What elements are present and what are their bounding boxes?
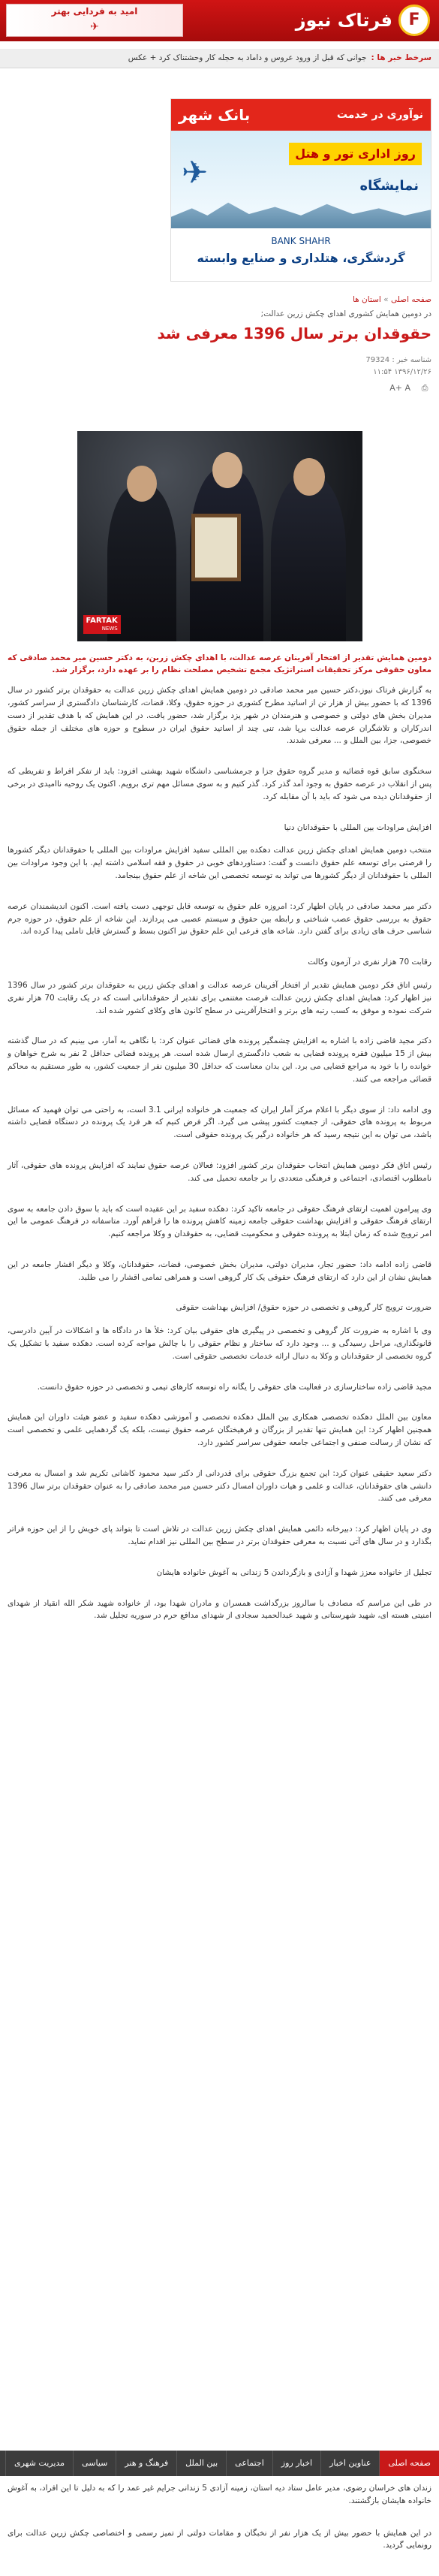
- ad-image-area: [171, 131, 431, 228]
- nav-item[interactable]: عناوین اخبار: [320, 2451, 379, 2476]
- bottom-text: [8, 2482, 431, 2571]
- body-paragraph: وی ادامه داد: از سوی دیگر با اعلام مرکز آمار ایران که جمعیت هر خانواده ایرانی 3.1 است، به راحتی می توان فهمید که مسائل مربوط به پرونده های حقوقی، از جمعیت کشور پیشی می گیرد. اگر فرض کنیم که هر فرد یک پرونده در دستگاه قضایی داشته باشد، می توان به این نتیجه رسید که هر خانواده درگیر یک پرونده حقوقی است.: [8, 1105, 431, 1140]
- site-name: فرتاک نیوز: [295, 9, 392, 31]
- body-paragraph: دکتر سعید حقیقی عنوان کرد: این تجمع بزرگ حقوقی برای قدردانی از دکتر سید محمود کاشانی تکریم شد و امسال به معرفت دانشی های حقوقدانان، عدالت و علمی و هیات داوران امسال دکتر حسین میر محمد صادقی را به عنوان حقوقدان برتر سال 1396 معرفی می کنند.: [8, 1468, 431, 1504]
- body-paragraph: وی پیرامون اهمیت ارتقای فرهنگ حقوقی در جامعه تاکید کرد: دهکده سفید بر این عقیده است که باید با سوق دادن جامعه به سوی ارتقای فرهنگ حقوقی و افزایش بهداشت حقوقی جامعه زمینه کاهش پرونده ها را فراهم آورد. متاسفانه در فرهنگ عمومی ما این امر ترویج شده که زمان ابتلا به پرونده حقوقی و محکومیت قضایی، به حقوقدان و وکلا مراجعه کنیم.: [8, 1204, 431, 1239]
- section-subheading: افزایش مراودات بین المللی با حقوقدانان دنیا: [284, 822, 431, 832]
- ad-bank-name: بانک شهر: [179, 106, 251, 124]
- ticker-label: سرخط خبر ها :: [371, 53, 431, 63]
- nav-item[interactable]: اجتماعی: [226, 2451, 272, 2476]
- body-paragraph: به گزارش فرتاک نیوز،دکتر حسین میر محمد صادقی در دومین همایش اهدای چکش زرین عدالت به حقوقدان برتر کشور در سال 1396 که با حضور بیش از هزار تن از اساتید مطرح کشوری در حوزه حقوق، وکلا، قضات، کارشناسان دادگستری از سراسر کشور، مدیران بخش های دولتی و خصوصی و هنرمندان در شهر یزد برگزار شد، حضور یافت. در این همایش که با هدف تقدیر از دست اندرکاران و تلاشگران عرصه عدالت برپا شد، تنی چند از اساتید حقوق ایران در سطوح و حوزه های مختلف از جمله حقوق خصوصی، جزا، بین الملل و ... معرفی شدند.: [8, 686, 431, 746]
- body-paragraph: دکتر میر محمد صادقی در پایان اظهار کرد: امروزه علم حقوق به توسعه قابل توجهی دست یافته است. اکنون اندیشمندان عرصه حقوق به بررسی حقوق عصب شناختی و رابطه بین حقوق و سیستم عصبی می پردازند. این شاخه از علم حقوق، در حوزه جرم شناسی حرف های زیادی برای گفتن دارد. شاخه های فرعی این علم حقوق نیز اکنون بسط و گسترش قابل تاملی پیدا کرده اند.: [8, 901, 431, 937]
- news-id: 79324: [365, 355, 390, 364]
- article-lead: در دومین همایش کشوری اهدای چکش زرین عدالت;: [260, 309, 431, 318]
- news-ticker: [0, 49, 439, 68]
- breadcrumb-home-link[interactable]: صفحه اصلی: [390, 295, 431, 304]
- logo-emblem-icon: F: [398, 5, 430, 36]
- body-paragraph: رئیس اتاق فکر دومین همایش تقدیر از افتخار آفرینان عرصه عدالت و اهدای چکش زرین به حقوقدان برتر کشور در سال 1396 نیز اظهار کرد: همایش اهدای چکش زرین عدالت فرصت مغتنمی برای تقدیر از حقوقدانانی است که در یک رقابت 70 هزار نفری شرکت نموده و موفق به کسب رتبه های برتر و افتخارآفرینی در سطح کانون های وکلای کشور شده اند.: [8, 980, 431, 1015]
- print-icon[interactable]: ⎙: [421, 382, 428, 393]
- article-meta: [8, 354, 431, 379]
- bottom-paragraph: زندان های خراسان رضوی، مدیر عامل ستاد دیه استان، زمینه آزادی 5 زندانی جرایم غیر عمد را که به دلیل تا این افراد، به آغوش خانواده هایشان بازگشتند.: [8, 2484, 431, 2505]
- body-paragraph: سخنگوی سابق قوه قضائیه و مدیر گروه حقوق جزا و جرمشناسی دانشگاه شهید بهشتی افزود: باید از تفکر افراط و تفریطی که پس از انقلاب در عرصه حقوق به وجود آمد گذر کرد. گذر کنیم و به سوی مسائل مهم تری برویم. اکنون یک روحیه ناامیدی در برخی از حقوقدانان دیده می شود که باید با آن مقابله کرد.: [8, 767, 431, 801]
- news-id-label: شناسه خبر :: [392, 355, 431, 364]
- body-paragraph: منتخب دومین همایش اهدای چکش زرین عدالت دهکده بین المللی سفید افزایش مراودات بین المللی با حقوقدانان دیگر کشورها را فرصتی برای توسعه علم حقوق دانست و گفت: دستاوردهای خوبی در حقوق و فقه اسلامی داشته ایم. با این وجود مراودات بین المللی با حقوقدانان از دیگر کشورها می تواند به توسعه تخصصی این شاخه از علم حقوق بینجامد.: [8, 846, 431, 880]
- site-logo[interactable]: [296, 5, 430, 36]
- ad-slogan: نوآوری در خدمت: [336, 108, 423, 121]
- breadcrumb: [8, 294, 431, 306]
- bottom-paragraph: در این همایش با حضور بیش از یک هزار نفر از نخبگان و مقامات دولتی از تمیز رسمی و اختصاصی چکش زرین عدالت برای رونمایی گردید.: [8, 2528, 431, 2550]
- body-paragraph: تجلیل از خانواده معزز شهدا و آزادی و بازگرداندن 5 زندانی به آغوش خانواده هایشان: [156, 1567, 431, 1577]
- breadcrumb-separator: »: [380, 295, 391, 304]
- nav-item[interactable]: سیاسی: [73, 2451, 116, 2476]
- ad-line2: نمایشگاه: [359, 178, 419, 194]
- nav-item[interactable]: [0, 2451, 5, 2476]
- airplane-icon: ✈: [90, 21, 99, 34]
- ad-top-strip: [171, 99, 431, 131]
- nav-item[interactable]: صفحه اصلی: [379, 2451, 439, 2476]
- airplane-icon: ✈: [182, 154, 209, 191]
- ad-bank-name-en: BANK SHAHR: [271, 236, 331, 246]
- font-size-control[interactable]: A+ A: [389, 382, 410, 393]
- site-header: [0, 0, 439, 41]
- nav-item[interactable]: اخبار روز: [272, 2451, 320, 2476]
- section-subheading: رقابت 70 هزار نفری در آزمون وکالت: [308, 958, 431, 967]
- header-ad-text: امید به فردایی بهتر: [51, 6, 138, 17]
- body-paragraph: مجید قاضی زاده ساختارسازی در فعالیت های حقوقی را یگانه راه توسعه کارهای تیمی و تخصصی در حوزه حقوق دانست.: [37, 1382, 431, 1392]
- article-tools: [8, 382, 431, 395]
- photo-caption: دومین همایش تقدیر از افتخار آفرینان عرصه عدالت، با اهدای چکش زرین، به دکتر حسین میر محمد صادقی که معاون حقوقی مرکز تحقیقات استراتژیک مجمع تشخیص مصلحت نظام را بر عهده دارد، برگزار شد.: [8, 653, 431, 675]
- body-paragraph: در طی این مراسم که مصادف با سالروز بزرگداشت همسران و مادران شهدا بود، از خانواده شهید شکر الله انقیاد از شهدای امنیتی هسته ای، شهید شهرستانی و شهید عبدالحمید سجادی از شهدای مدافع حرم در سوریه تجلیل شد.: [8, 1598, 431, 1621]
- ticker-headline-link[interactable]: جوانی که قبل از ورود عروس و داماد به حجله کار وحشتناک کرد + عکس: [128, 53, 367, 63]
- body-paragraph: وی در پایان اظهار کرد: دبیرخانه دائمی همایش اهدای چکش زرین عدالت در تلاش است تا بتواند پای خویش را از این حوزه فراتر بگذارد و در سال های آتی نسبت به معرفی حقوقدان برتر در سطح بین المللی نیز اقدام نماید.: [8, 1525, 431, 1547]
- ad-bottom-text: [171, 228, 431, 274]
- nav-item[interactable]: مدیریت شهری: [5, 2451, 73, 2476]
- body-paragraph: قاضی زاده ادامه داد: حضور تجار، مدیران دولتی، مدیران بخش خصوصی، قضات، حقوقدانان، وکلا و دیگر اقشار جامعه در این همایش نشان از این دارد که ارتقای فرهنگ حقوقی یک کار گروهی است و همراهی تمامی اقشار را می طلبد.: [8, 1259, 431, 1282]
- bottom-nav: [0, 2451, 439, 2476]
- skyline-graphic: [171, 200, 431, 228]
- award-frame: [191, 514, 241, 581]
- person-figure: [271, 475, 346, 641]
- body-paragraph: معاون بین الملل دهکده تخصصی همکاری بین الملل دهکده تخصصی و آموزشی دهکده سفید و عضو هیئت داوران این همایش همچنین اظهار کرد: این همایش تنها تقدیر از بزرگان و فرهیختگان عرصه حقوق نیست، بلکه یک گردهمایی علمی و تخصصی است که نشان از رسالت صنفی و اجتماعی جامعه حقوقی سراسر کشور دارد.: [8, 1413, 431, 1448]
- photo-watermark: FARTAK NEWS: [83, 615, 121, 633]
- body-paragraph: دکتر مجید قاضی زاده با اشاره به افزایش چشمگیر پرونده های قضائی عنوان کرد: با نگاهی به آمار، می بینیم که در سال گذشته بیش از 15 میلیون فقره پرونده قضایی به شعب دادگستری ارسال شده است. هر پرونده قضائی حداقل 2 نفر به شرح خواهان و خوانده را با خود به مراجع قضایی می برد. این بدان معناست که حداقل 30 میلیون نفر از جمعیت کشور، به طور مستقیم به محاکم قضائی مراجعه می کنند.: [8, 1036, 432, 1084]
- header-ad-banner[interactable]: [6, 4, 183, 37]
- article-body: [8, 684, 431, 1622]
- article-photo: [77, 431, 362, 641]
- body-paragraph: وی با اشاره به ضرورت کار گروهی و تخصصی در پیگیری های حقوقی بیان کرد: خلأ ها در دادگاه ها و اشکالات در آیین دادرسی، قانونگذاری، مراحل رسیدگی و ... وجود دارد که ساختار و نظام حقوقی را با چالش مواجه کرده است. دهکده سفید با تشکیل یک گروه تخصصی از حقوقدانان و وکلا به دنبال ارائه خدمات تخصصی حقوقی است.: [8, 1326, 431, 1361]
- article-date: ۱۳۹۶/۱۲/۲۶ ۱۱:۵۴: [373, 367, 431, 376]
- section-subheading: ضرورت ترویج کار گروهی و تخصصی در حوزه حقوق/ افزایش بهداشت حقوقی: [176, 1303, 431, 1313]
- ad-line1: روز اداری تور و هتل: [289, 143, 422, 165]
- nav-item[interactable]: فرهنگ و هنر: [116, 2451, 176, 2476]
- bank-shahr-ad[interactable]: [170, 98, 431, 282]
- body-paragraph: رئیس اتاق فکر دومین همایش انتخاب حقوقدان برتر کشور افزود: فعالان عرصه حقوق نمایند که افزایش پرونده های حقوقی، آثار نامطلوب اقتصادی، اجتماعی و فرهنگی متعددی را بر جامعه تحمیل می کند.: [8, 1160, 431, 1183]
- nav-item[interactable]: بین الملل: [176, 2451, 226, 2476]
- breadcrumb-section-link[interactable]: استان ها: [352, 295, 381, 304]
- ad-line3: گردشگری، هتلداری و صنایع وابسته: [197, 251, 405, 266]
- article-title: حقوقدان برتر سال 1396 معرفی شد: [157, 324, 431, 342]
